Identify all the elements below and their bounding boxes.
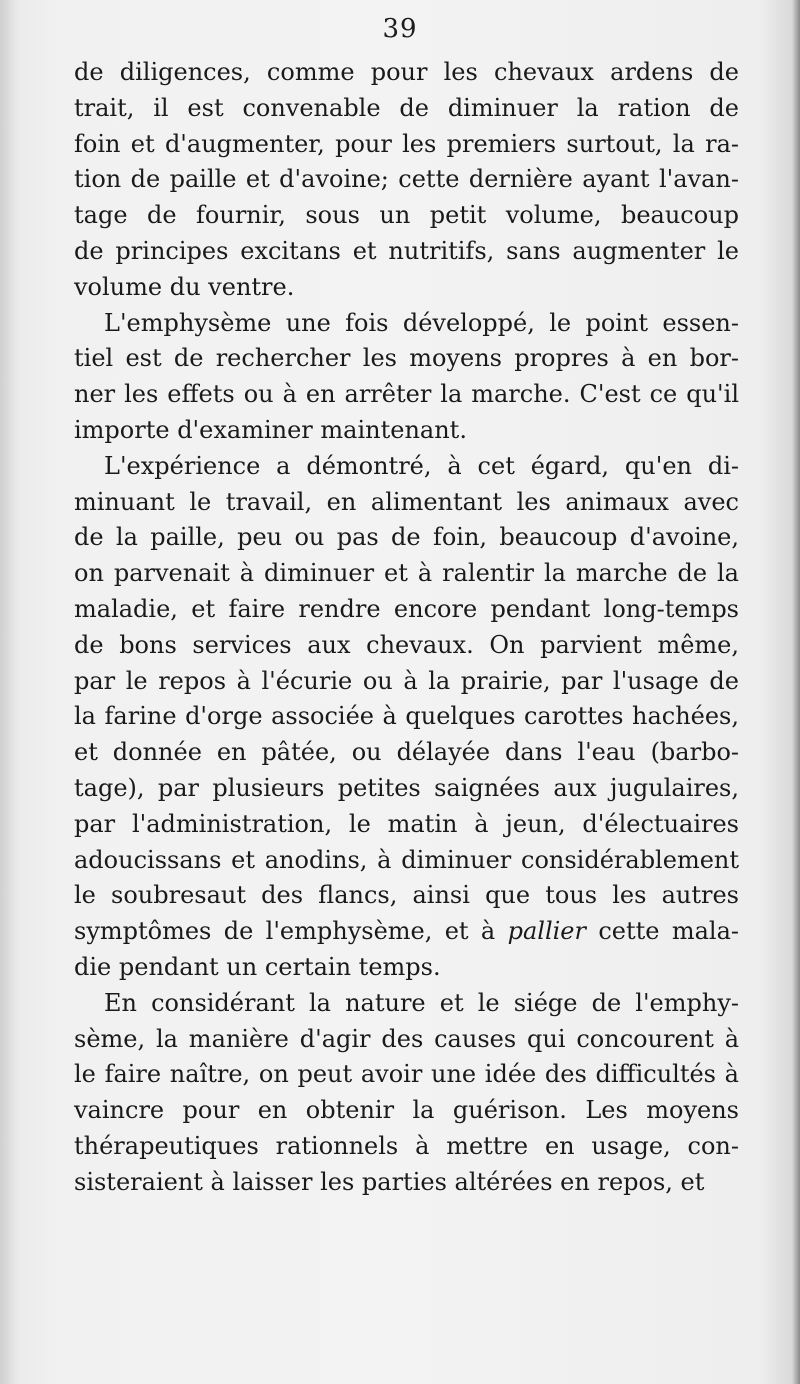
text-line: le faire naître, on peut avoir une idée des difficultés à bbox=[74, 1060, 739, 1089]
text-line: tiel est de rechercher les moyens propres à en bor- bbox=[74, 344, 739, 373]
text-line: par l'administration, le matin à jeun, d'électuaires bbox=[74, 809, 739, 838]
text-line: ner les effets ou à en arrêter la marche. C'est ce qu'il bbox=[74, 380, 739, 409]
text-line: thérapeutiques rationnels à mettre en usage, con- bbox=[74, 1131, 739, 1160]
text-line: foin et d'augmenter, pour les premiers surtout, la ra- bbox=[74, 129, 739, 158]
text-line: tage de fournir, sous un petit volume, beaucoup bbox=[74, 201, 739, 230]
text-line: de principes excitans et nutritifs, sans augmenter le bbox=[74, 236, 739, 265]
text-line: L'emphysème une fois développé, le point essen- bbox=[104, 308, 739, 337]
text-line: de diligences, comme pour les chevaux ardens de bbox=[74, 58, 739, 86]
text-line: vaincre pour en obtenir la guérison. Les moyens bbox=[74, 1096, 739, 1125]
text-line: la farine d'orge associée à quelques carottes hachées, bbox=[74, 702, 739, 731]
text-line: de bons services aux chevaux. On parvient même, bbox=[74, 630, 739, 659]
text-line: on parvenait à diminuer et à ralentir la marche de la bbox=[74, 559, 739, 588]
text-line: sisteraient à laisser les parties altérées en repos, et bbox=[74, 1167, 705, 1196]
paragraph bbox=[74, 449, 739, 986]
paragraph bbox=[74, 55, 739, 306]
text-line: En considérant la nature et le siége de l'emphy- bbox=[104, 988, 739, 1017]
text-line: L'expérience a démontré, à cet égard, qu'en di- bbox=[104, 451, 739, 480]
text-line: die pendant un certain temps. bbox=[74, 952, 441, 981]
text-line: symptômes de l'emphysème, et à pallier cette mala- bbox=[74, 917, 739, 946]
text-line: tion de paille et d'avoine; cette dernière ayant l'avan- bbox=[74, 165, 739, 194]
text-line: adoucissans et anodins, à diminuer considérablement bbox=[74, 845, 739, 874]
body-text bbox=[74, 55, 739, 1201]
text-line: et donnée en pâtée, ou délayée dans l'eau (barbo- bbox=[74, 738, 739, 767]
text-line: minuant le travail, en alimentant les animaux avec bbox=[74, 487, 739, 516]
text-line: le soubresaut des flancs, ainsi que tous les autres bbox=[74, 881, 739, 910]
text-line: maladie, et faire rendre encore pendant long-temps bbox=[74, 594, 739, 623]
text-line: de la paille, peu ou pas de foin, beaucoup d'avoine, bbox=[74, 523, 739, 552]
page-number: 39 bbox=[382, 14, 418, 44]
text-line: par le repos à l'écurie ou à la prairie, par l'usage de bbox=[74, 666, 739, 695]
paragraph bbox=[74, 986, 739, 1201]
text-line: importe d'examiner maintenant. bbox=[74, 415, 467, 444]
text-line: volume du ventre. bbox=[74, 272, 295, 301]
text-line: tage), par plusieurs petites saignées aux jugulaires, bbox=[74, 773, 739, 802]
paragraph bbox=[74, 306, 739, 449]
text-line: sème, la manière d'agir des causes qui concourent à bbox=[74, 1024, 739, 1053]
text-line: trait, il est convenable de diminuer la ration de bbox=[74, 93, 739, 122]
